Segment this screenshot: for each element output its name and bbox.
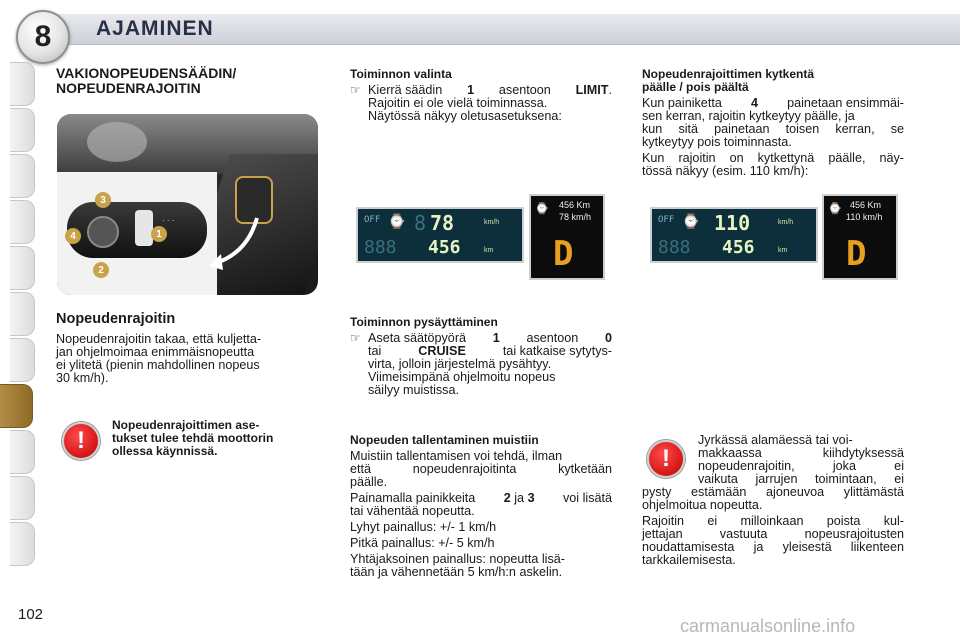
- main-heading-line1: VAKIONOPEUDENSÄÄDIN/: [56, 65, 237, 81]
- steering-stalk-photo: [57, 114, 318, 295]
- chapter-number-badge: [16, 10, 70, 64]
- stop-line: Viimeisimpänä ohjelmoitu nopeus: [368, 370, 556, 384]
- memory-line: tai vähentää nopeutta.: [350, 504, 475, 518]
- multifunction-screen-default: [529, 194, 605, 280]
- selection-line: Näytössä näkyy oletusasetuksena:: [368, 109, 562, 123]
- limit-label-mark: · · ·: [162, 216, 175, 225]
- speed-unit: km/h: [484, 219, 500, 226]
- dim-digits: 8: [414, 211, 427, 235]
- odometer-unit: km: [484, 247, 494, 254]
- position-zero-key: 0: [604, 331, 612, 345]
- warning-line: noudattamisesta ja yleisestä liikenteen: [642, 540, 904, 554]
- limiter-icon: ⌚: [828, 203, 842, 215]
- limiter-icon: ⌚: [535, 203, 549, 215]
- memory-line: päälle.: [350, 475, 388, 489]
- onoff-line: kun sitä painetaan toisen kerran, se: [642, 122, 904, 136]
- chapter-tab-7[interactable]: [10, 338, 35, 382]
- warning-line: jettajan vastuuta nopeusrajoitusten: [642, 527, 904, 541]
- onoff-heading-line: Nopeudenrajoittimen kytkentä: [642, 67, 815, 81]
- warning-line: tarkkailemisesta.: [642, 553, 736, 567]
- screen-odometer: 456 Km: [559, 200, 591, 210]
- watermark: carmanualsonline.info: [680, 616, 856, 636]
- memory-text-part: voi lisätä: [563, 491, 612, 505]
- memory-line: tään ja vähennetään 5 km/h:n askelin.: [350, 565, 563, 579]
- screen-odometer: 456 Km: [850, 200, 882, 210]
- callout-3-label: 3: [95, 192, 111, 208]
- warning-line: pysty estämään ajoneuvoa ylittämästä: [642, 485, 904, 499]
- stop-line: virta, jolloin järjestelmä pysähtyy.: [368, 357, 552, 371]
- odometer-digits: 456: [428, 237, 461, 258]
- gauge-shape: [87, 122, 147, 162]
- control-number: 1: [492, 331, 500, 345]
- limiter-icon: ⌚: [388, 213, 406, 229]
- memory-text: [350, 450, 612, 582]
- finger-bullet-icon: ☞: [350, 83, 361, 97]
- gear-indicator: D: [846, 234, 867, 274]
- page-number: 102: [18, 606, 44, 623]
- button-number: 3: [527, 491, 535, 505]
- onoff-text-part: painetaan ensimmäi-: [787, 96, 904, 110]
- warning-icon: !: [647, 440, 685, 478]
- selection-text: [350, 84, 612, 123]
- onoff-text: [642, 97, 904, 181]
- intro-line: Nopeudenrajoitin takaa, että kuljetta-: [56, 332, 262, 346]
- chapter-tab-4[interactable]: [10, 200, 35, 244]
- chapter-number: 8: [34, 20, 52, 53]
- stop-text-part: Aseta säätöpyörä: [368, 331, 467, 345]
- memory-short-press: Lyhyt painallus: +/- 1 km/h: [350, 520, 497, 534]
- screen-speed: 78 km/h: [559, 212, 592, 222]
- onoff-line: kytkeytyy pois toiminnasta.: [642, 135, 792, 149]
- onoff-heading: [642, 68, 904, 94]
- speed-digits: 110: [714, 211, 751, 235]
- chapter-tab-9[interactable]: [10, 430, 35, 474]
- dim-digits: 888: [658, 237, 691, 258]
- selection-text-part: asentoon: [498, 83, 551, 97]
- warning-note-left: [112, 419, 320, 458]
- screen-speed: 110 km/h: [846, 212, 883, 222]
- button-number: 4: [750, 96, 758, 110]
- gear-indicator: D: [553, 234, 574, 274]
- selection-heading: Toiminnon valinta: [350, 67, 452, 81]
- chapter-tab-10[interactable]: [10, 476, 35, 520]
- odometer-unit: km: [778, 247, 788, 254]
- warning-line: tukset tulee tehdä moottorin: [112, 431, 274, 445]
- main-heading: [56, 66, 336, 96]
- finger-bullet-icon: ☞: [350, 331, 361, 345]
- stop-text: [350, 332, 612, 397]
- warning-line: makkaassa kiihdytyksessä: [698, 446, 904, 460]
- chapter-tab-8-active[interactable]: [0, 384, 33, 428]
- chapter-tab-1[interactable]: [10, 62, 35, 106]
- chapter-tab-2[interactable]: [10, 108, 35, 152]
- main-heading-line2: NOPEUDENRAJOITIN: [56, 80, 201, 96]
- memory-heading: Nopeuden tallentaminen muistiin: [350, 433, 539, 447]
- warning-line: ohjelmoitua nopeutta.: [642, 498, 763, 512]
- stop-heading: Toiminnon pysäyttäminen: [350, 315, 498, 329]
- odometer-digits: 456: [722, 237, 755, 258]
- onoff-text-part: Kun painiketta: [642, 96, 722, 110]
- onoff-heading-line: päälle / pois päältä: [642, 80, 749, 94]
- limiter-icon: ⌚: [682, 213, 700, 229]
- limiter-subheading: Nopeudenrajoitin: [56, 311, 176, 327]
- warning-line: Nopeudenrajoittimen ase-: [112, 418, 260, 432]
- onoff-line: tössä näkyy (esim. 110 km/h):: [642, 164, 809, 178]
- stop-text-part: tai: [368, 344, 382, 358]
- off-label: OFF: [364, 215, 381, 225]
- chapter-tab-6[interactable]: [10, 292, 35, 336]
- control-number: 1: [467, 83, 475, 97]
- onoff-line: Kun rajoitin on kytkettynä päälle, näy-: [642, 151, 904, 165]
- off-label: OFF: [658, 215, 675, 225]
- memory-line: että nopeudenrajoitinta kytketään: [350, 462, 612, 476]
- limit-key: LIMIT: [575, 83, 609, 97]
- dial-ring: [87, 216, 119, 248]
- chapter-tab-11[interactable]: [10, 522, 35, 566]
- cluster-display-active: [650, 207, 818, 263]
- selection-line: Rajoitin ei ole vielä toiminnassa.: [368, 96, 548, 110]
- intro-line: jan ohjelmoimaa enimmäisnopeutta: [56, 345, 255, 359]
- speed-unit: km/h: [778, 219, 794, 226]
- pointer-arrow-icon: [207, 214, 267, 274]
- warning-line: Jyrkässä alamäessä tai voi-: [698, 433, 853, 447]
- stop-line: säilyy muistissa.: [368, 383, 459, 397]
- limiter-intro: [56, 333, 318, 385]
- cruise-key: CRUISE: [418, 344, 466, 358]
- callout-1-label: 1: [151, 226, 167, 242]
- warning-note-right: [642, 434, 904, 567]
- stalk-closeup-inset: [57, 172, 217, 295]
- speed-digits: 78: [430, 211, 455, 235]
- cluster-display-default: [356, 207, 524, 263]
- intro-line: ei ylitetä (pienin mahdollinen nopeus: [56, 358, 260, 372]
- stop-text-part: tai katkaise sytytys-: [502, 344, 612, 358]
- callout-2-label: 2: [93, 262, 109, 278]
- stop-text-part: asentoon: [526, 331, 579, 345]
- chapter-tab-5[interactable]: [10, 246, 35, 290]
- selection-text-part: .: [608, 83, 612, 97]
- chapter-title: AJAMINEN: [96, 17, 214, 40]
- warning-line: Rajoitin ei milloinkaan poista kul-: [642, 514, 904, 528]
- memory-line: Muistiin tallentamisen voi tehdä, ilman: [350, 449, 563, 463]
- toggle-switch: [135, 210, 153, 246]
- warning-line: nopeudenrajoitin, joka ei: [698, 459, 904, 473]
- warning-line: vaikuta jarrujen toimintaan, ei: [698, 472, 904, 486]
- intro-line: 30 km/h).: [56, 371, 109, 385]
- warning-line: ollessa käynnissä.: [112, 444, 218, 458]
- onoff-line: sen kerran, rajoitin kytkeytyy päälle, ja: [642, 109, 855, 123]
- button-number: 2: [503, 491, 511, 505]
- memory-text-part: ja: [514, 491, 525, 505]
- memory-long-press: Pitkä painallus: +/- 5 km/h: [350, 536, 495, 550]
- memory-line: Yhtäjaksoinen painallus: nopeutta lisä-: [350, 552, 565, 566]
- callout-4-label: 4: [65, 228, 81, 244]
- chapter-tab-3[interactable]: [10, 154, 35, 198]
- multifunction-screen-active: [822, 194, 898, 280]
- warning-icon: !: [62, 422, 100, 460]
- selection-text-part: Kierrä säädin: [368, 83, 443, 97]
- memory-text-part: Painamalla painikkeita: [350, 491, 476, 505]
- dim-digits: 888: [364, 237, 397, 258]
